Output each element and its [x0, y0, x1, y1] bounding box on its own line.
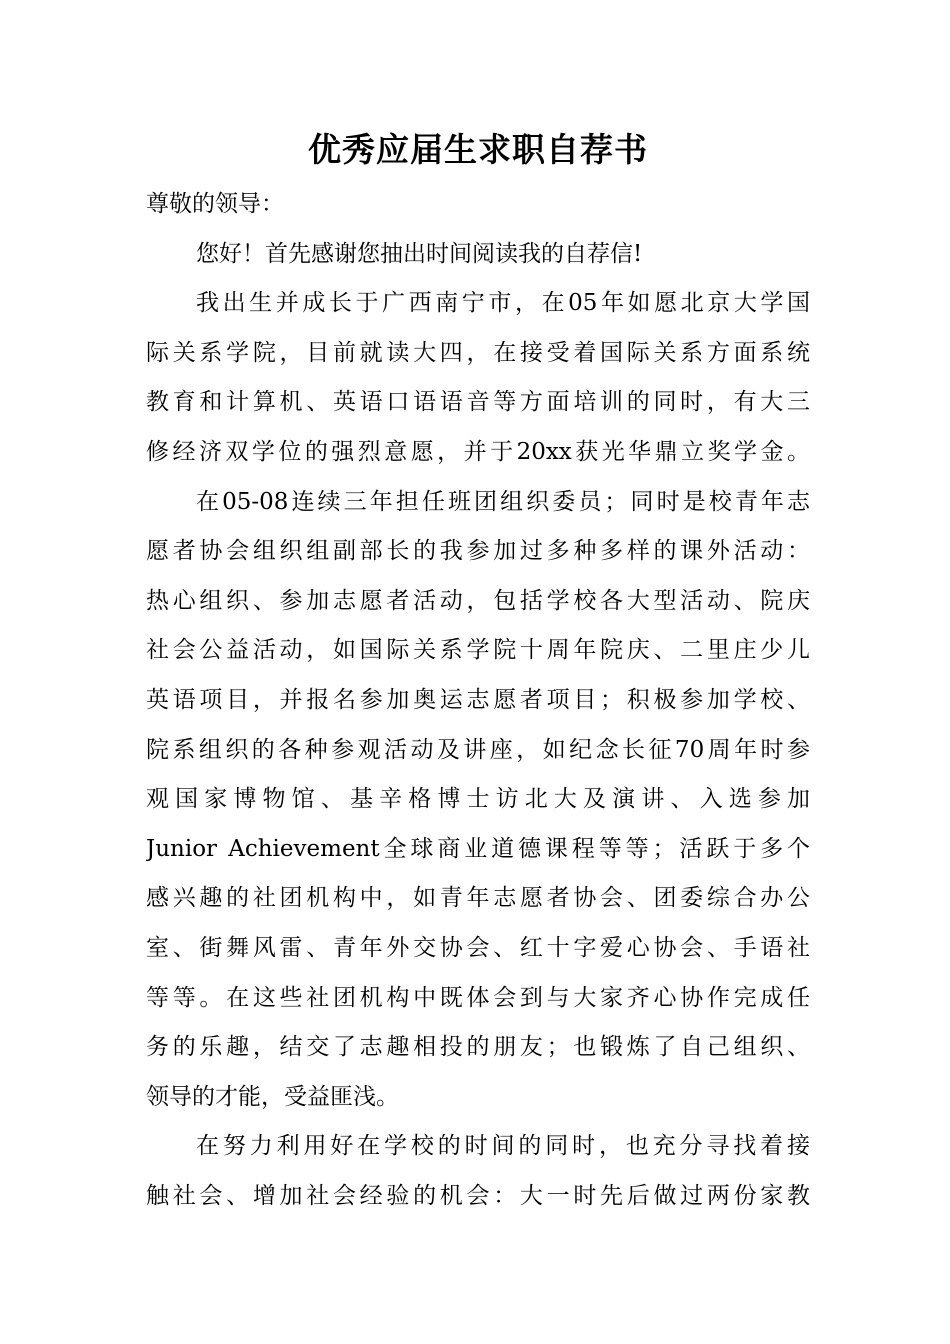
paragraph-line: 务的乐趣，结交了志趣相投的朋友；也锻炼了自己组织、 — [146, 1034, 810, 1061]
paragraph-line: 际关系学院，目前就读大四，在接受着国际关系方面系统 — [146, 339, 810, 366]
paragraph-line: 等等。在这些社团机构中既体会到与大家齐心协作完成任 — [146, 984, 810, 1011]
salutation: 尊敬的领导： — [146, 191, 284, 217]
document-title: 优秀应届生求职自荐书 — [308, 130, 648, 169]
paragraph-line: 领导的才能，受益匪浅。 — [146, 1083, 399, 1110]
paragraph-line: 我出生并成长于广西南宁市，在05年如愿北京大学国 — [196, 290, 810, 317]
paragraph-line: 在05-08连续三年担任班团组织委员；同时是校青年志 — [196, 488, 810, 515]
paragraph-line: 院系组织的各种参观活动及讲座，如纪念长征70周年时参 — [146, 736, 810, 763]
paragraph-line: 室、街舞风雷、青年外交协会、红十字爱心协会、手语社 — [146, 934, 810, 961]
paragraph-line: 触社会、增加社会经验的机会：大一时先后做过两份家教 — [146, 1182, 810, 1209]
paragraph-line: 教育和计算机、英语口语语音等方面培训的同时，有大三 — [146, 389, 810, 416]
paragraph-social — [146, 1122, 810, 1221]
paragraph-line: 英语项目，并报名参加奥运志愿者项目；积极参加学校、 — [146, 686, 810, 713]
paragraph-line: 在努力利用好在学校的时间的同时，也充分寻找着接 — [196, 1133, 810, 1160]
paragraph-line: 修经济双学位的强烈意愿，并于20xx获光华鼎立奖学金。 — [146, 438, 810, 465]
document-page — [146, 120, 810, 1221]
paragraph-line: 热心组织、参加志愿者活动，包括学校各大型活动、院庆 — [146, 587, 810, 614]
paragraph-line: 社会公益活动，如国际关系学院十周年院庆、二里庄少儿 — [146, 637, 810, 664]
paragraph-line: 愿者协会组织组副部长的我参加过多种多样的课外活动： — [146, 538, 810, 565]
greeting: 您好！首先感谢您抽出时间阅读我的自荐信! — [196, 240, 643, 267]
paragraph-line: 观国家博物馆、基辛格博士访北大及演讲、入选参加 — [146, 786, 810, 813]
paragraph-birth — [146, 279, 810, 477]
paragraph-line: Junior Achievement全球商业道德课程等等；活跃于多个 — [146, 835, 810, 862]
paragraph-activities — [146, 478, 810, 1123]
paragraph-line: 感兴趣的社团机构中，如青年志愿者协会、团委综合办公 — [146, 885, 810, 912]
